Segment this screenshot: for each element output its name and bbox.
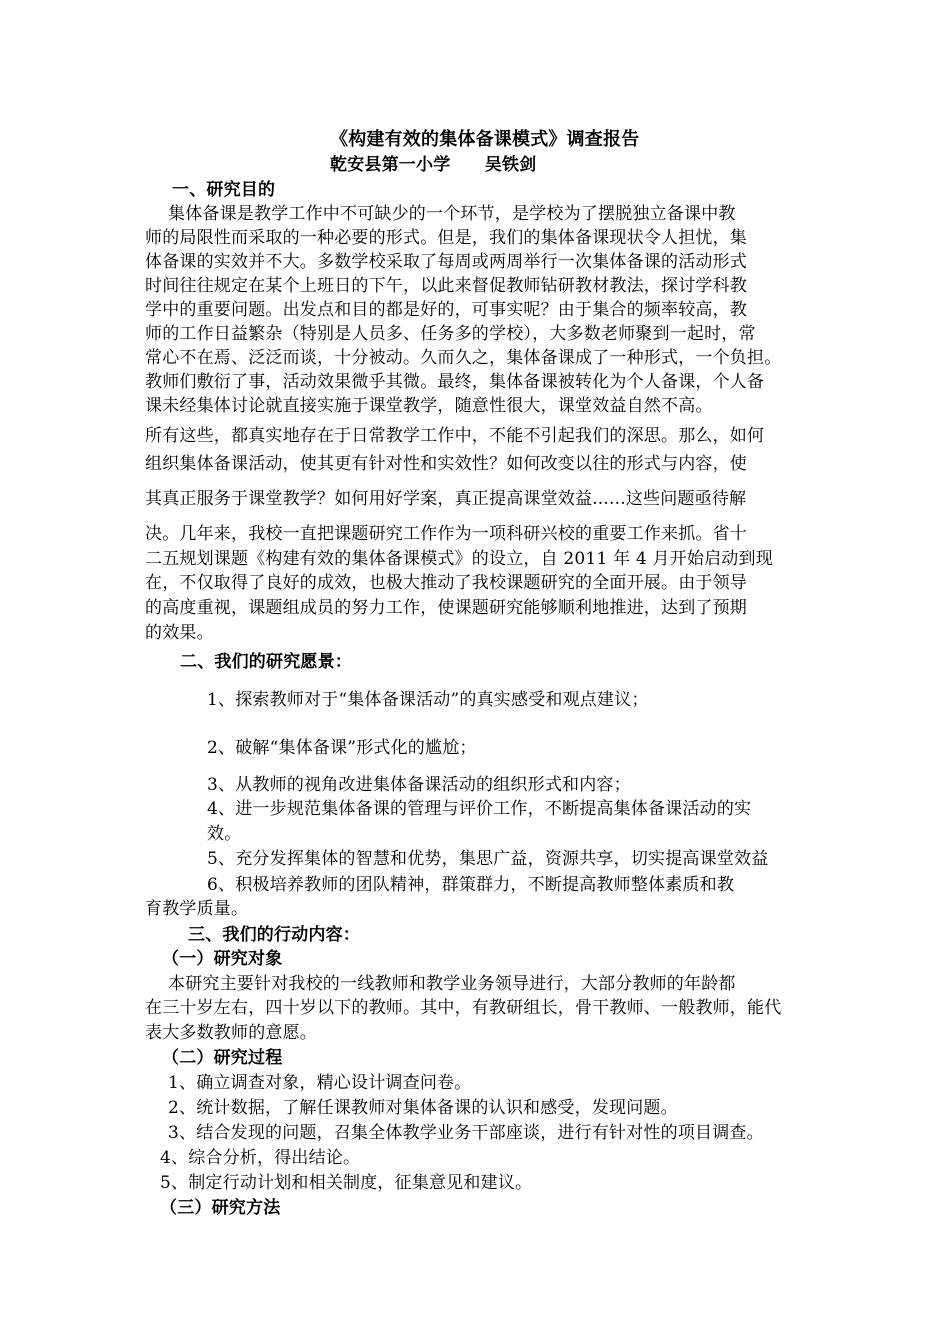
paragraph-line: 时间往往规定在某个上班日的下午，以此来督促教师钻研教材教法，探讨学科教 xyxy=(145,276,747,296)
list-item: 1、探索教师对于“集体备课活动”的真实感受和观点建议； xyxy=(207,690,649,710)
list-item: 育教学质量。 xyxy=(145,899,249,919)
list-item: 6、积极培养教师的团队精神，群策群力，不断提高教师整体素质和教 xyxy=(207,875,735,895)
paragraph-line: 的高度重视，课题组成员的努力工作，使课题研究能够顺利地推进，达到了预期 xyxy=(145,598,747,618)
section-1-heading: 一、研究目的 xyxy=(172,180,276,200)
paragraph-line: 组织集体备课活动，使其更有针对性和实效性？如何改变以往的形式与内容，使 xyxy=(145,454,747,474)
doc-title: 《构建有效的集体备课模式》调查报告 xyxy=(330,129,640,150)
paragraph-line: 其真正服务于课堂教学？如何用好学案，真正提高课堂效益......这些问题亟待解 xyxy=(145,489,747,509)
subsection-heading: （二）研究过程 xyxy=(162,1048,283,1068)
paragraph-line: 师的工作日益繁杂（特别是人员多、任务多的学校），大多数老师聚到一起时，常 xyxy=(145,324,756,344)
paragraph-line: 常心不在焉、泛泛而谈，十分被动。久而久之，集体备课成了一种形式，一个负担。 xyxy=(145,348,782,368)
paragraph-line: 体备课的实效并不大。多数学校采取了每周或两周举行一次集体备课的活动形式 xyxy=(145,252,747,272)
paragraph-line: 在三十岁左右，四十岁以下的教师。其中，有教研组长，骨干教师、一般教师，能代 xyxy=(145,998,782,1018)
process-step: 1、确立调查对象，精心设计调查问卷。 xyxy=(168,1073,472,1093)
paragraph-line: 在，不仅取得了良好的成效，也极大推动了我校课题研究的全面开展。由于领导 xyxy=(145,573,747,593)
list-item: 3、从教师的视角改进集体备课活动的组织形式和内容； xyxy=(207,775,631,795)
process-step: 3、结合发现的问题，召集全体教学业务干部座谈，进行有针对性的项目调查。 xyxy=(168,1123,764,1143)
paragraph-line: 所有这些，都真实地存在于日常教学工作中，不能不引起我们的深思。那么，如何 xyxy=(145,426,765,446)
subsection-heading: （一）研究对象 xyxy=(162,949,283,969)
subsection-heading: （三）研究方法 xyxy=(160,1198,281,1218)
paragraph-line: 二五规划课题《构建有效的集体备课模式》的设立，自 2011 年 4 月开始启动到现 xyxy=(145,549,773,569)
paragraph-line: 集体备课是教学工作中不可缺少的一个环节，是学校为了摆脱独立备课中教 xyxy=(168,204,736,224)
paragraph-line: 课未经集体讨论就直接实施于课堂教学，随意性很大，课堂效益自然不高。 xyxy=(145,396,713,416)
list-item: 5、充分发挥集体的智慧和优势，集思广益，资源共享，切实提高课堂效益 xyxy=(207,849,769,869)
section-2-heading: 二、我们的研究愿景： xyxy=(180,652,352,672)
process-step: 5、制定行动计划和相关制度，征集意见和建议。 xyxy=(160,1173,533,1193)
paragraph-line: 表大多数教师的意愿。 xyxy=(145,1023,317,1043)
list-item: 效。 xyxy=(207,824,242,844)
process-step: 2、统计数据，了解任课教师对集体备课的认识和感受，发现问题。 xyxy=(168,1098,678,1118)
paragraph-line: 本研究主要针对我校的一线教师和教学业务领导进行，大部分教师的年龄都 xyxy=(168,974,736,994)
author-line: 乾安县第一小学 吴铁剑 xyxy=(330,155,537,175)
paragraph-line: 师的局限性而采取的一种必要的形式。但是，我们的集体备课现状令人担忧，集 xyxy=(145,228,747,248)
paragraph-line: 教师们敷衍了事，活动效果微乎其微。最终，集体备课被转化为个人备课，个人备 xyxy=(145,372,765,392)
list-item: 2、破解“集体备课”形式化的尴尬； xyxy=(207,738,477,758)
section-3-heading: 三、我们的行动内容： xyxy=(188,925,360,945)
list-item: 4、进一步规范集体备课的管理与评价工作，不断提高集体备课活动的实 xyxy=(207,799,752,819)
paragraph-line: 的效果。 xyxy=(145,623,214,643)
paragraph-line: 学中的重要问题。出发点和目的都是好的，可事实呢？由于集合的频率较高，教 xyxy=(145,300,747,320)
process-step: 4、综合分析，得出结论。 xyxy=(160,1148,361,1168)
paragraph-line: 决。几年来，我校一直把课题研究工作作为一项科研兴校的重要工作来抓。省十 xyxy=(145,524,747,544)
